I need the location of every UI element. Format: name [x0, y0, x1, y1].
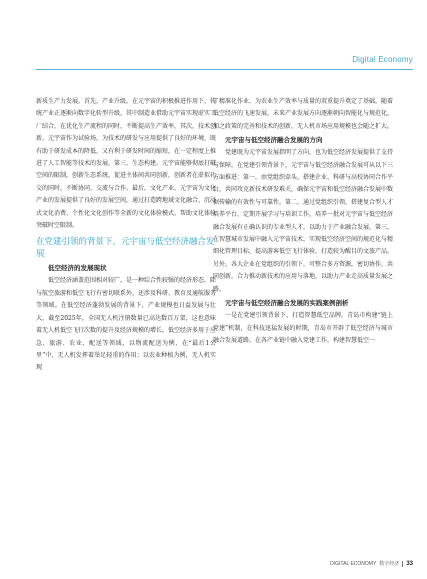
- section-label: Digital Economy: [352, 55, 413, 64]
- page-footer: [330, 560, 413, 567]
- subheading: 低空经济的发展现状: [48, 264, 107, 273]
- footer-separator: [402, 561, 403, 567]
- magazine-name-en: DIGITAL ECONOMY: [330, 560, 377, 567]
- section-title: 在党建引领的背景下，元宇宙与低空经济融合发展: [36, 237, 215, 260]
- left-column: [36, 96, 216, 375]
- header-divider: [36, 69, 413, 70]
- page-number: 33: [406, 560, 413, 567]
- paragraph: 党建既为元宇宙发展指明了方向，也为低空经济发展提供了支持与保障。在党建引领背景下，元宇宙与低空经济融合发展可从以下三方面推进：第一，由党组织牵头，搭建企业、科研与高校协同合作平台，共同攻克新技术研发难关，确保元宇宙和低空经济融合发展中数据传输的有效性与可靠性。第二，通过党组织引领，搭建复合型人才培养平台，定期开展学习与培训工作，培养一批对元宇宙与低空经济融合发展有正确认识的专业型人才，以助力于产业融合发展。第三，在智慧城市发展中融入元宇宙技术，实现低空经济空间的规范化与精细化管理目标，提高游客低空飞行体验，打造较为醒目的文旅产品。另外，各大企业在党组织的引领下，可整合多方资源，密切协作，共同创新，合力推动新技术的应用与落地，以助力产业走高质量发展之路。: [213, 149, 394, 293]
- subheading: 元宇宙与低空经济融合发展的方向: [225, 136, 323, 145]
- right-column: [213, 96, 393, 347]
- magazine-name-cn: 数字经济: [379, 561, 400, 567]
- paragraph: 低空经济涵盖范围相对较广，是一种综合性较强的经济形态，除与航空旅游和低空飞行有密切联系外，还涉及科研、教育及通航服务等领域。在低空经济蓬勃发展的背景下，产业规模也日益发展与壮大，截至2025年，全国无人机注册数量已高达数百万架，这也意味着无人机低空飞行次数的提升及经济规模的增长。低空经济多用于应急、旅游、农业、配送等领域，以物流配送为例，在“最后1公里”中，无人机发挥着举足轻重的作用；以农业种植为例，无人机实现: [36, 277, 217, 372]
- subheading: 元宇宙与低空经济融合发展的实践案例剖析: [225, 299, 349, 308]
- paragraph: 一是在党建引领背景下，打造智慧低空品牌。青岛市构建“链上党建”机制，在科技迅猛发展的时期，青岛市开辟了低空经济与城市融合发展道路，在各产业链中融入党建工作，构建智慧低空一: [213, 312, 393, 344]
- paragraph: 新质生产力发展。首先，产业升级。在元宇宙的积极推进作用下，传统产业正逐渐向数字化转型升级，其中制造业借助元宇宙实现虚实工厂结合，在优化生产流程的同时，不断提高生产效率，其次，技术创新，元宇宙作为试验场，为技术的研发与应用提供了良好的环境，既有助于研发成本的降低，又有利于研发时间的缩短，在一定程度上推进了人工智能等技术的发展。第三，生态构建。元宇宙能够彻底打破空间的限制，创新生态系统，促进主体间共同创新，创新者在虚拟社交的同时，不断协同、交流与合作。最后，文化产业。元宇宙为文化产业的发展提供了良好的发展空间，通过打造跨地域文化融合、沉浸式文化消费、个性化文化创作等全新的文化体验模式，帮助文化体验突破时空限制。: [36, 98, 217, 230]
- paragraph: 了精准化作业，为农业生产效率与质量的双重提升奠定了基础。随着低空经济的飞速发展，未来产业发展方向逐渐朝向智能化与规范化，加之政策的完善和技术的创新，无人机市场应用规模也会随之扩大。: [213, 98, 394, 130]
